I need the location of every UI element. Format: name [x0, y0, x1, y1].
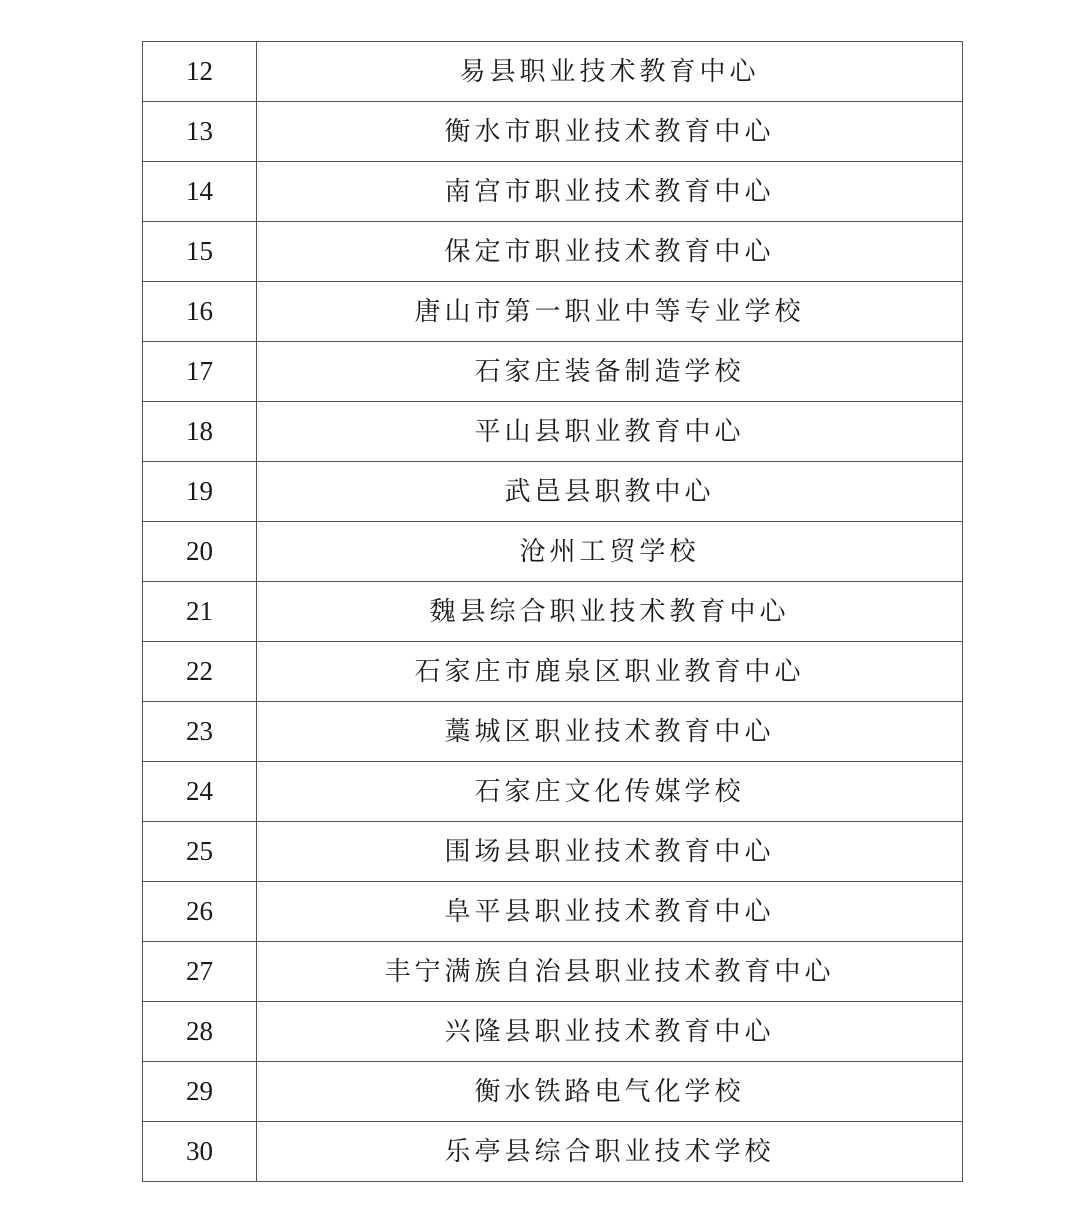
school-name: 衡水铁路电气化学校	[257, 1062, 963, 1122]
table-row	[143, 42, 963, 102]
school-name: 围场县职业技术教育中心	[257, 822, 963, 882]
school-name: 易县职业技术教育中心	[257, 42, 963, 102]
row-number: 24	[143, 762, 257, 822]
row-number: 15	[143, 222, 257, 282]
school-name: 石家庄市鹿泉区职业教育中心	[257, 642, 963, 702]
school-name: 石家庄文化传媒学校	[257, 762, 963, 822]
row-number: 27	[143, 942, 257, 1002]
school-list-table-container	[142, 41, 962, 1182]
table-row	[143, 1062, 963, 1122]
school-name: 丰宁满族自治县职业技术教育中心	[257, 942, 963, 1002]
table-row	[143, 1122, 963, 1182]
row-number: 21	[143, 582, 257, 642]
row-number: 25	[143, 822, 257, 882]
table-row	[143, 942, 963, 1002]
school-name: 南宫市职业技术教育中心	[257, 162, 963, 222]
row-number: 29	[143, 1062, 257, 1122]
row-number: 30	[143, 1122, 257, 1182]
school-name: 藁城区职业技术教育中心	[257, 702, 963, 762]
school-list-table	[142, 41, 963, 1182]
school-name: 保定市职业技术教育中心	[257, 222, 963, 282]
table-row	[143, 642, 963, 702]
table-row	[143, 462, 963, 522]
row-number: 20	[143, 522, 257, 582]
school-name: 阜平县职业技术教育中心	[257, 882, 963, 942]
school-name: 唐山市第一职业中等专业学校	[257, 282, 963, 342]
school-name: 沧州工贸学校	[257, 522, 963, 582]
table-row	[143, 1002, 963, 1062]
row-number: 22	[143, 642, 257, 702]
table-row	[143, 702, 963, 762]
school-name: 石家庄装备制造学校	[257, 342, 963, 402]
row-number: 28	[143, 1002, 257, 1062]
school-name: 衡水市职业技术教育中心	[257, 102, 963, 162]
row-number: 17	[143, 342, 257, 402]
table-row	[143, 342, 963, 402]
table-row	[143, 882, 963, 942]
table-row	[143, 822, 963, 882]
row-number: 12	[143, 42, 257, 102]
table-row	[143, 762, 963, 822]
table-row	[143, 582, 963, 642]
table-row	[143, 222, 963, 282]
table-row	[143, 282, 963, 342]
school-name: 魏县综合职业技术教育中心	[257, 582, 963, 642]
row-number: 14	[143, 162, 257, 222]
row-number: 19	[143, 462, 257, 522]
row-number: 26	[143, 882, 257, 942]
row-number: 13	[143, 102, 257, 162]
row-number: 16	[143, 282, 257, 342]
school-name: 平山县职业教育中心	[257, 402, 963, 462]
table-row	[143, 162, 963, 222]
table-row	[143, 402, 963, 462]
row-number: 18	[143, 402, 257, 462]
row-number: 23	[143, 702, 257, 762]
table-row	[143, 102, 963, 162]
school-name: 兴隆县职业技术教育中心	[257, 1002, 963, 1062]
table-body	[143, 42, 963, 1182]
school-name: 乐亭县综合职业技术学校	[257, 1122, 963, 1182]
table-row	[143, 522, 963, 582]
school-name: 武邑县职教中心	[257, 462, 963, 522]
